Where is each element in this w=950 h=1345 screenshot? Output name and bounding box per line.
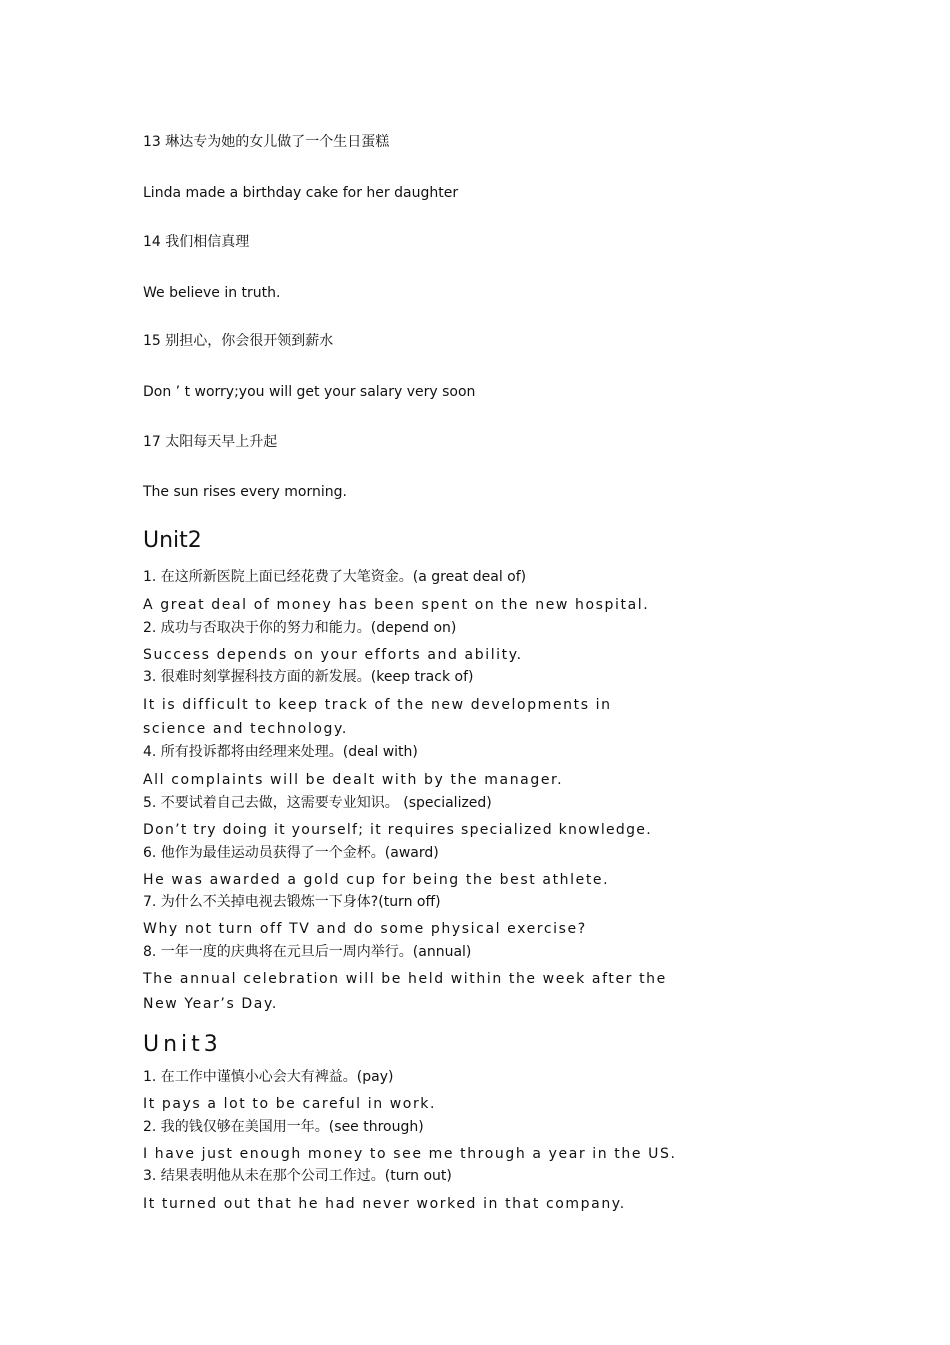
unit2-item-6-english: He was awarded a gold cup for being the best athlete.	[143, 872, 610, 888]
item-17-chinese: 17 太阳每天早上升起	[143, 434, 278, 450]
item-17-english: The sun rises every morning.	[143, 484, 347, 500]
unit2-item-2-chinese: 2. 成功与否取决于你的努力和能力。(depend on)	[143, 620, 457, 636]
unit2-heading: Unit2	[143, 528, 202, 553]
unit3-item-1-english: It pays a lot to be careful in work.	[143, 1096, 437, 1112]
unit3-item-2-english: I have just enough money to see me through a year in the US.	[143, 1146, 677, 1162]
unit2-item-4-chinese: 4. 所有投诉都将由经理来处理。(deal with)	[143, 744, 418, 760]
unit2-item-4-english: All complaints will be dealt with by the manager.	[143, 772, 564, 788]
item-13-english: Linda made a birthday cake for her daughter	[143, 185, 459, 201]
item-13-chinese: 13 琳达专为她的女儿做了一个生日蛋糕	[143, 134, 390, 150]
unit2-item-8-english-line-1: The annual celebration will be held within the week after the	[143, 971, 667, 987]
item-15-english: Don ’ t worry;you will get your salary very soon	[143, 384, 476, 400]
unit2-item-7-english: Why not turn off TV and do some physical exercise?	[143, 921, 587, 937]
unit3-item-3-english: It turned out that he had never worked in that company.	[143, 1196, 626, 1212]
unit2-item-1-english: A great deal of money has been spent on the new hospital.	[143, 597, 650, 613]
unit2-item-3-english-line-2: science and technology.	[143, 721, 348, 737]
unit2-item-3-chinese: 3. 很难时刻掌握科技方面的新发展。(keep track of)	[143, 669, 474, 685]
item-14-english: We believe in truth.	[143, 285, 281, 301]
unit2-item-1-chinese: 1. 在这所新医院上面已经花费了大笔资金。(a great deal of)	[143, 569, 527, 585]
unit2-item-7-chinese: 7. 为什么不关掉电视去锻炼一下身体?(turn off)	[143, 894, 441, 910]
unit3-item-3-chinese: 3. 结果表明他从未在那个公司工作过。(turn out)	[143, 1168, 452, 1184]
unit3-item-1-chinese: 1. 在工作中谨慎小心会大有裨益。(pay)	[143, 1069, 394, 1085]
item-15-chinese: 15 别担心，你会很开领到薪水	[143, 333, 334, 349]
unit2-item-5-english: Don’t try doing it yourself; it requires specialized knowledge.	[143, 822, 652, 838]
unit3-heading: Unit3	[143, 1032, 222, 1057]
unit2-item-6-chinese: 6. 他作为最佳运动员获得了一个金杯。(award)	[143, 845, 439, 861]
unit2-item-3-english-line-1: It is difficult to keep track of the new developments in	[143, 697, 612, 713]
item-14-chinese: 14 我们相信真理	[143, 234, 250, 250]
unit2-item-5-chinese: 5. 不要试着自己去做，这需要专业知识。 (specialized)	[143, 795, 492, 811]
unit2-item-8-chinese: 8. 一年一度的庆典将在元旦后一周内举行。(annual)	[143, 944, 472, 960]
unit3-item-2-chinese: 2. 我的钱仅够在美国用一年。(see through)	[143, 1119, 424, 1135]
unit2-item-2-english: Success depends on your efforts and ability.	[143, 647, 523, 663]
unit2-item-8-english-line-2: New Year’s Day.	[143, 996, 278, 1012]
